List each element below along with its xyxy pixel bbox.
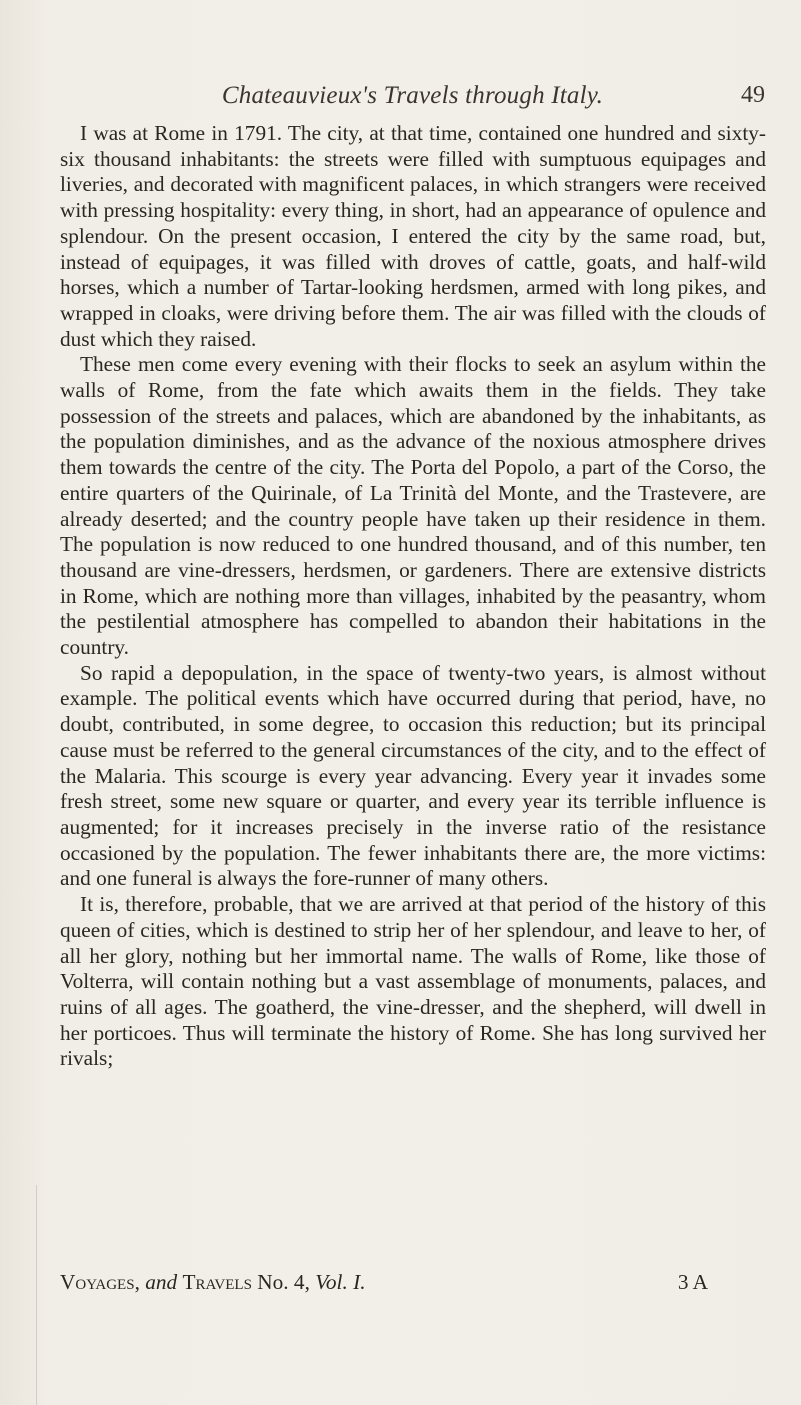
- printer-signature-mark: 3 A: [677, 1270, 708, 1294]
- page-margin-line: [36, 1185, 37, 1405]
- series-connector: and: [145, 1270, 178, 1294]
- body-text: [60, 121, 766, 1072]
- page-number: 49: [741, 82, 765, 108]
- paragraph: I was at Rome in 1791. The city, at that time, contained one hundred and sixty-six thousand inhabitants: the streets were filled with sumptuous equipages and liveries, and decorated with magnificent palaces, in which strangers were received with pressing hospitality: every thing, in short, had an appearance of opulence and splendour. On the present occasion, I entered the city by the same road, but, instead of equipages, it was filled with droves of cattle, goats, and half-wild horses, which a number of Tartar-looking herdsmen, armed with long pikes, and wrapped in cloaks, were driving before them. The air was filled with the clouds of dust which they raised.: [60, 121, 766, 351]
- series-number: No. 4,: [257, 1270, 310, 1294]
- volume-label: Vol. I.: [315, 1270, 366, 1294]
- paragraph: It is, therefore, probable, that we are arrived at that period of the history of this queen of cities, which is destined to strip her of her splendour, and leave to her, of all her glory, nothing but her immortal name. The walls of Rome, like those of Volterra, will contain nothing but a vast assemblage of monuments, palaces, and ruins of all ages. The goatherd, the vine-dresser, and the shepherd, will dwell in her porticoes. Thus will terminate the history of Rome. She has long survived her rivals;: [60, 892, 766, 1071]
- running-head: Chateauvieux's Travels through Italy.: [221, 82, 604, 109]
- footer-signature-line: Voyages, and Travels No. 4, Vol. I. 3 A: [60, 1270, 708, 1294]
- paragraph: These men come every evening with their flocks to seek an asylum within the walls of Rome, from the fate which awaits them in the fields. They take possession of the streets and palaces, which are abandoned by the inhabitants, as the population diminishes, and as the advance of the noxious atmosphere drives them towards the centre of the city. The Porta del Popolo, a part of the Corso, the entire quarters of the Quirinale, of La Trinità del Monte, and the Trastevere, are already deserted; and the country people have taken up their residence in them. The population is now reduced to one hundred thousand, and of this number, ten thousand are vine-dressers, herdsmen, or gardeners. There are extensive districts in Rome, which are nothing more than villages, inhabited by the peasantry, whom the pestilential atmosphere has compelled to abandon their habitations in the country.: [60, 352, 766, 660]
- page-header: [60, 82, 765, 116]
- series-title-2: Travels: [182, 1270, 252, 1294]
- paragraph: So rapid a depopulation, in the space of twenty-two years, is almost without example. The political events which have occurred during that period, have, no doubt, contributed, in some degree, to occasion this reduction; but its principal cause must be referred to the general circumstances of the city, and to the effect of the Malaria. This scourge is every year advancing. Every year it invades some fresh street, some new square or quarter, and every year its terrible influence is augmented; for it increases precisely in the inverse ratio of the resistance occasioned by the population. The fewer inhabitants there are, the more victims: and one funeral is always the fore-runner of many others.: [60, 660, 766, 891]
- series-title: Voyages: [60, 1270, 135, 1294]
